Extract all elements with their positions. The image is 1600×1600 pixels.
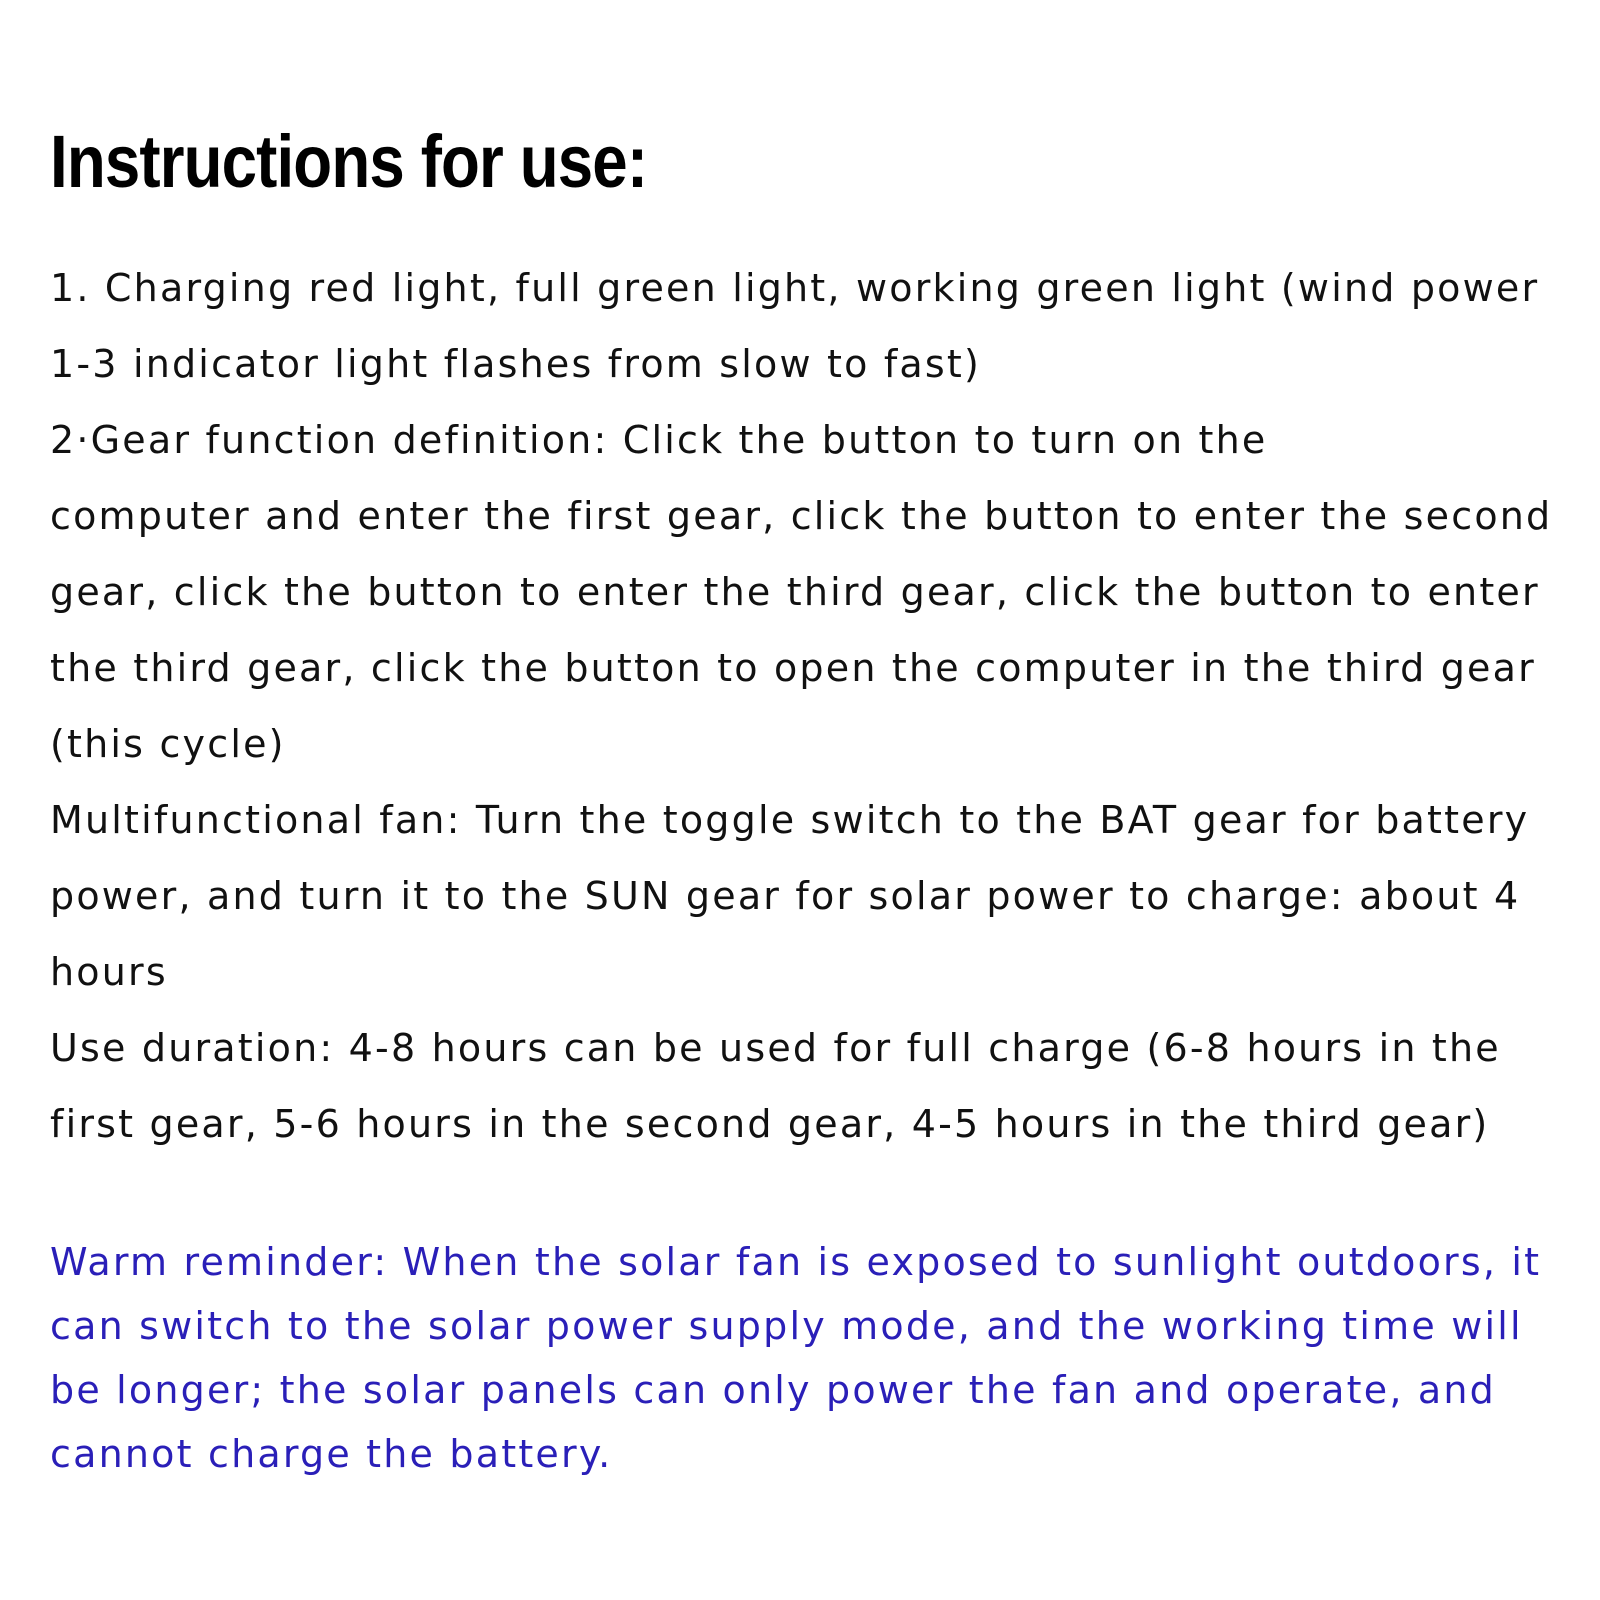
reminder-line: cannot charge the battery. bbox=[50, 1432, 613, 1476]
reminder-line: Warm reminder: When the solar fan is exposed to sunlight outdoors, it bbox=[50, 1240, 1542, 1284]
instruction-line: computer and enter the first gear, click the button to enter the second bbox=[50, 494, 1553, 538]
reminder-line: can switch to the solar power supply mode, and the working time will bbox=[50, 1304, 1523, 1348]
reminder-line: be longer; the solar panels can only power the fan and operate, and bbox=[50, 1368, 1496, 1412]
instruction-line: 1. Charging red light, full green light, working green light (wind power bbox=[50, 266, 1540, 310]
instruction-line: first gear, 5-6 hours in the second gear, 4-5 hours in the third gear) bbox=[50, 1102, 1490, 1146]
instructions-body bbox=[50, 250, 1590, 1162]
instruction-line: hours bbox=[50, 950, 168, 994]
instruction-line: (this cycle) bbox=[50, 722, 286, 766]
warm-reminder bbox=[50, 1230, 1590, 1486]
instruction-line: the third gear, click the button to open the computer in the third gear bbox=[50, 646, 1536, 690]
instruction-line: Use duration: 4-8 hours can be used for full charge (6-8 hours in the bbox=[50, 1026, 1501, 1070]
instruction-line: Multifunctional fan: Turn the toggle switch to the BAT gear for battery bbox=[50, 798, 1530, 842]
instruction-line: power, and turn it to the SUN gear for solar power to charge: about 4 bbox=[50, 874, 1521, 918]
instruction-line: 2·Gear function definition: Click the button to turn on the bbox=[50, 418, 1268, 462]
instruction-line: gear, click the button to enter the third gear, click the button to enter bbox=[50, 570, 1540, 614]
instruction-line: 1-3 indicator light flashes from slow to fast) bbox=[50, 342, 982, 386]
page-title: Instructions for use: bbox=[50, 120, 648, 203]
